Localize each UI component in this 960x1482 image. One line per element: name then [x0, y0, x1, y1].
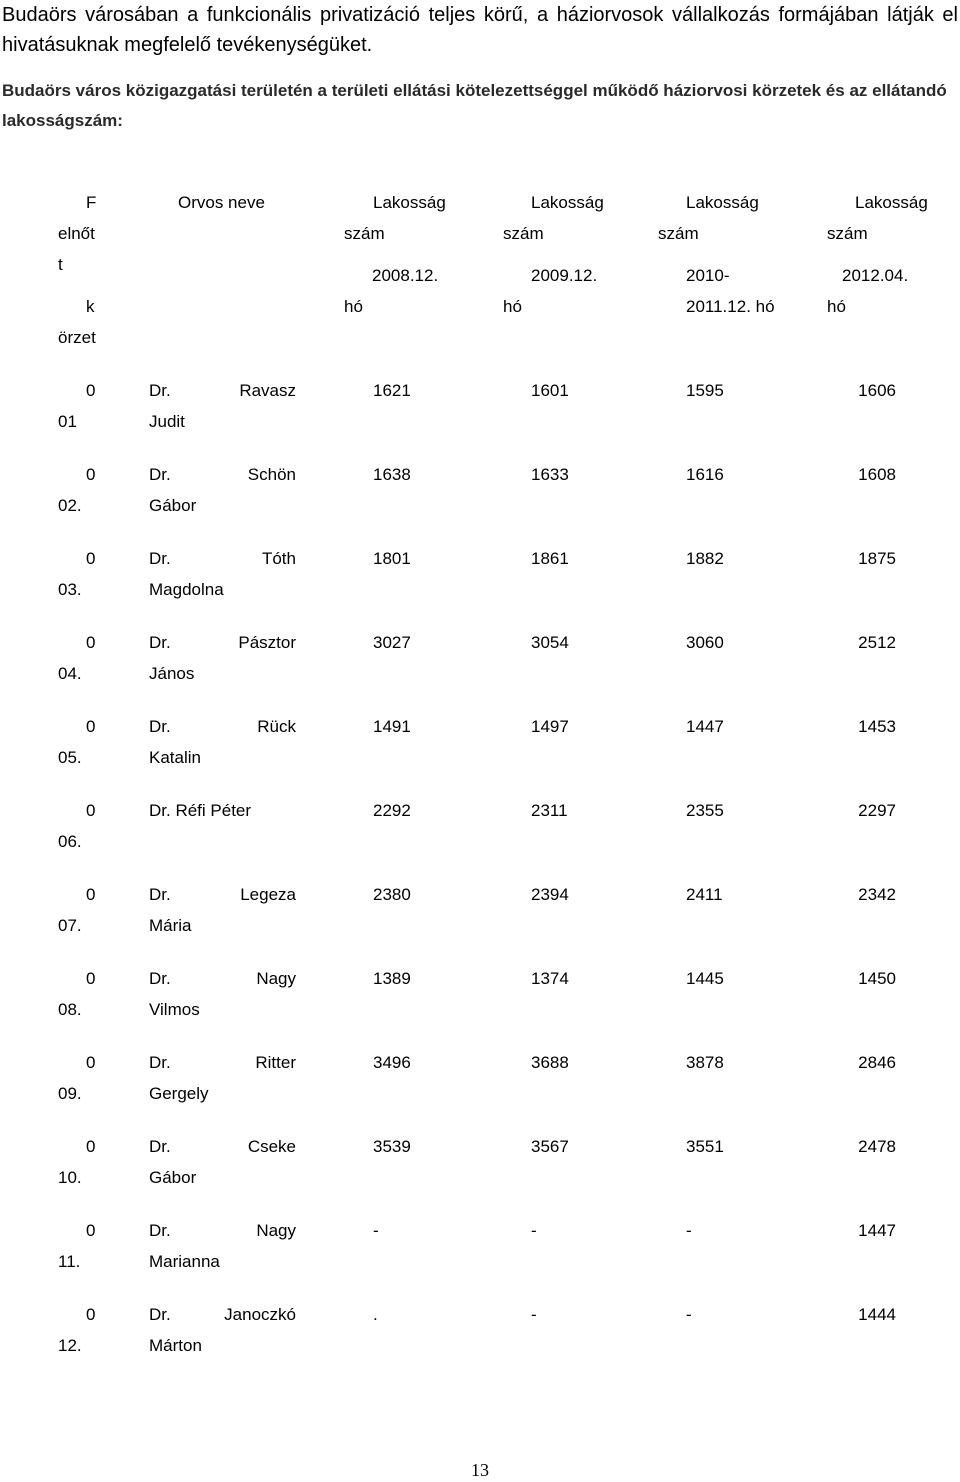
- population-2009: -: [531, 1221, 537, 1240]
- intro-paragraph-2: Budaörs város közigazgatási területén a területi ellátási kötelezettséggel működő háziorvosi körzetek és az ellátandó lakosságszám:: [2, 81, 947, 130]
- doctor-surname: Janoczkó: [224, 1305, 296, 1324]
- doctor-title: Dr.: [149, 549, 171, 568]
- header-2009-line-2: szám: [503, 224, 544, 243]
- population-2008: 1638: [373, 465, 411, 484]
- district-number: 11.: [58, 1252, 81, 1271]
- population-2009: 1633: [531, 465, 569, 484]
- population-2012: 1450: [858, 969, 896, 988]
- district-code: 0: [86, 1221, 96, 1240]
- population-2012: 1444: [858, 1305, 896, 1324]
- district-code: 0: [86, 801, 96, 820]
- doctor-title: Dr.: [149, 717, 171, 736]
- header-2011-line-2: szám: [658, 224, 699, 243]
- doctor-title: Dr. Réfi Péter: [149, 801, 252, 820]
- district-number: 07.: [58, 916, 82, 935]
- population-2008: .: [373, 1305, 378, 1324]
- population-2008: 3496: [373, 1053, 411, 1072]
- district-number: 09.: [58, 1084, 82, 1103]
- population-2009: 1497: [531, 717, 569, 736]
- doctor-surname: Rück: [257, 717, 296, 736]
- header-2009-line-1: Lakosság: [531, 193, 604, 212]
- doctor-given-name: Gábor: [149, 496, 197, 515]
- header-2011-line-3: 2010-: [686, 266, 730, 285]
- population-2012: 1453: [858, 717, 896, 736]
- doctor-title: Dr.: [149, 1221, 171, 1240]
- district-code: 0: [86, 633, 96, 652]
- population-2008: -: [373, 1221, 379, 1240]
- district-number: 10.: [58, 1168, 82, 1187]
- doctor-surname: Schön: [247, 465, 296, 484]
- doctor-title: Dr.: [149, 1305, 171, 1324]
- population-2008: 1801: [373, 549, 411, 568]
- doctor-given-name: Vilmos: [149, 1000, 200, 1019]
- population-2011: 1595: [686, 381, 724, 400]
- district-code: 0: [86, 885, 96, 904]
- header-2009-line-4: hó: [503, 297, 522, 316]
- header-2011-line-1: Lakosság: [686, 193, 759, 212]
- population-2011: 2355: [686, 801, 724, 820]
- header-doctor-name: Orvos neve: [178, 193, 265, 212]
- population-2012: 2342: [858, 885, 896, 904]
- header-2008-line-4: hó: [344, 297, 363, 316]
- population-2011: 1447: [686, 717, 724, 736]
- district-number: 01: [58, 412, 77, 431]
- doctor-given-name: Marianna: [149, 1252, 220, 1271]
- district-code: 0: [86, 381, 96, 400]
- header-district-line-3: t: [58, 255, 63, 274]
- doctor-title: Dr.: [149, 633, 171, 652]
- population-2011: 3878: [686, 1053, 724, 1072]
- doctor-given-name: Mária: [149, 916, 192, 935]
- doctor-given-name: Magdolna: [149, 580, 224, 599]
- header-district-line-4: k: [86, 297, 95, 316]
- doctor-title: Dr.: [149, 381, 171, 400]
- district-code: 0: [86, 1053, 96, 1072]
- district-code: 0: [86, 549, 96, 568]
- doctor-given-name: Judit: [149, 412, 185, 431]
- population-2012: 1606: [858, 381, 896, 400]
- doctor-title: Dr.: [149, 465, 171, 484]
- doctor-surname: Nagy: [256, 969, 296, 988]
- doctor-title: Dr.: [149, 1053, 171, 1072]
- population-2011: -: [686, 1221, 692, 1240]
- population-2011: 1616: [686, 465, 724, 484]
- header-2012-line-1: Lakosság: [855, 193, 928, 212]
- header-2009-line-3: 2009.12.: [531, 266, 598, 285]
- doctor-given-name: Katalin: [149, 748, 201, 767]
- population-2011: 3060: [686, 633, 724, 652]
- doctor-surname: Tóth: [261, 549, 296, 568]
- population-2008: 1389: [373, 969, 411, 988]
- district-number: 12.: [58, 1336, 82, 1355]
- population-2009: -: [531, 1305, 537, 1324]
- header-2008-line-1: Lakosság: [373, 193, 446, 212]
- population-2009: 3688: [531, 1053, 569, 1072]
- population-2012: 1875: [858, 549, 896, 568]
- doctor-given-name: Márton: [149, 1336, 202, 1355]
- doctor-surname: Nagy: [256, 1221, 296, 1240]
- population-2008: 1621: [373, 381, 411, 400]
- doctor-title: Dr.: [149, 969, 171, 988]
- header-2008-line-2: szám: [344, 224, 385, 243]
- population-2009: 2394: [531, 885, 569, 904]
- population-2012: 2846: [858, 1053, 896, 1072]
- population-2009: 2311: [531, 801, 568, 820]
- population-2008: 3027: [373, 633, 411, 652]
- doctor-given-name: János: [149, 664, 195, 683]
- population-2011: -: [686, 1305, 692, 1324]
- doctor-surname: Pásztor: [238, 633, 296, 652]
- population-2011: 1882: [686, 549, 724, 568]
- doctor-title: Dr.: [149, 1137, 171, 1156]
- population-2012: 2478: [858, 1137, 896, 1156]
- header-2011-line-4: 2011.12. hó: [686, 297, 775, 316]
- district-code: 0: [86, 1137, 96, 1156]
- population-2008: 3539: [373, 1137, 411, 1156]
- intro-paragraph-1: Budaörs városában a funkcionális privatizáció teljes körű, a háziorvosok vállalkozás formájában látják el hivatásuknak megfelelő tevékenységüket.: [2, 4, 958, 56]
- population-2009: 1601: [531, 381, 569, 400]
- population-2009: 3567: [531, 1137, 569, 1156]
- population-2011: 2411: [686, 885, 723, 904]
- population-2012: 2512: [858, 633, 896, 652]
- population-2009: 1861: [531, 549, 569, 568]
- header-district-line-5: örzet: [58, 328, 96, 347]
- header-2012-line-3: 2012.04.: [842, 266, 909, 285]
- district-number: 08.: [58, 1000, 82, 1019]
- header-2008-line-3: 2008.12.: [372, 266, 439, 285]
- population-2009: 1374: [531, 969, 569, 988]
- population-2012: 2297: [858, 801, 896, 820]
- header-2012-line-4: hó: [827, 297, 846, 316]
- doctor-given-name: Gergely: [149, 1084, 209, 1103]
- district-number: 03.: [58, 580, 82, 599]
- population-2012: 1608: [858, 465, 896, 484]
- population-2008: 2292: [373, 801, 411, 820]
- population-2012: 1447: [858, 1221, 896, 1240]
- district-code: 0: [86, 717, 96, 736]
- doctor-title: Dr.: [149, 885, 171, 904]
- population-2009: 3054: [531, 633, 569, 652]
- district-number: 02.: [58, 496, 82, 515]
- population-2008: 1491: [373, 717, 411, 736]
- header-2012-line-2: szám: [827, 224, 868, 243]
- header-district-line-2: elnőt: [58, 224, 95, 243]
- district-code: 0: [86, 465, 96, 484]
- population-2011: 3551: [686, 1137, 724, 1156]
- page-number: 13: [471, 1460, 489, 1480]
- doctor-surname: Cseke: [247, 1137, 296, 1156]
- doctor-surname: Ritter: [255, 1053, 296, 1072]
- population-2008: 2380: [373, 885, 411, 904]
- header-district-line-1: F: [86, 193, 97, 212]
- doctor-surname: Legeza: [240, 885, 296, 904]
- district-code: 0: [86, 969, 96, 988]
- district-number: 04.: [58, 664, 82, 683]
- district-number: 05.: [58, 748, 82, 767]
- population-2011: 1445: [686, 969, 724, 988]
- doctor-surname: Ravasz: [239, 381, 296, 400]
- district-code: 0: [86, 1305, 96, 1324]
- district-number: 06.: [58, 832, 82, 851]
- doctor-given-name: Gábor: [149, 1168, 197, 1187]
